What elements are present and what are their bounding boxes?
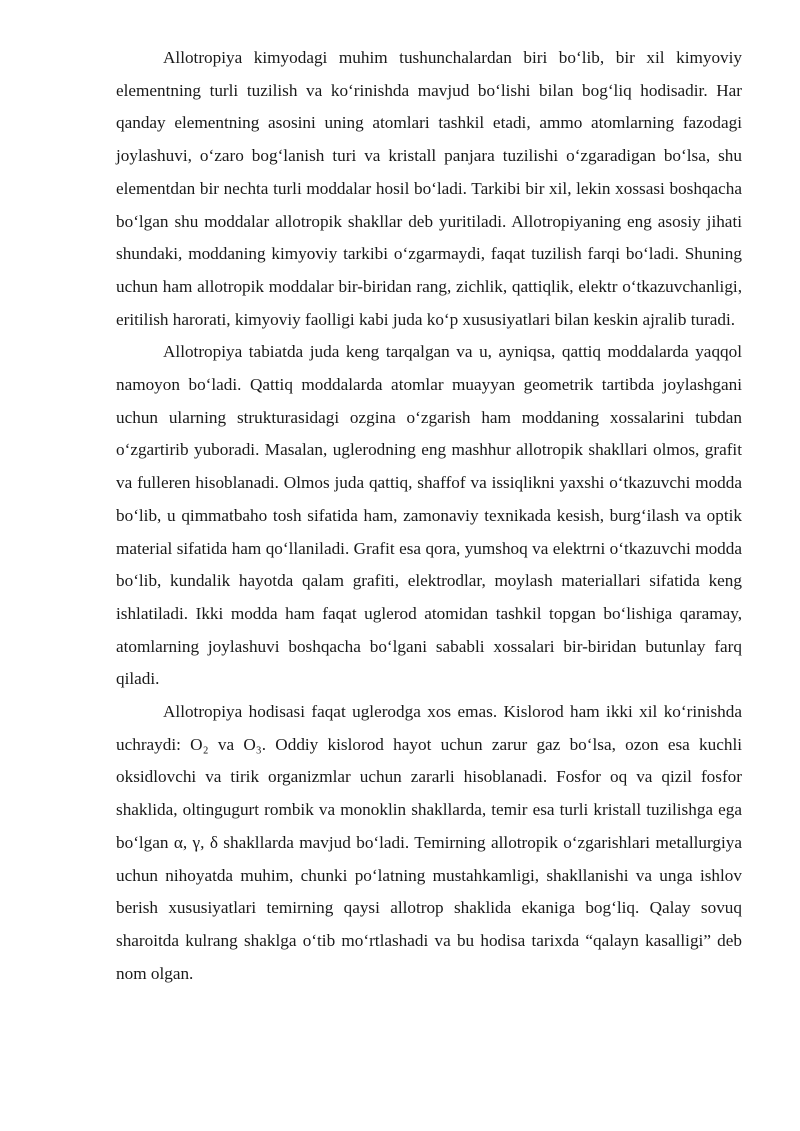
paragraph-allotropy-definition: Allotropiya kimyodagi muhim tushunchalardan biri bo‘lib, bir xil kimyoviy elementning turli tuzilish va ko‘rinishda mavjud bo‘lishi bilan bog‘liq hodisadir. Har qanday elementning asosini uning atomlari tashkil etadi, ammo atomlarning fazodagi joylashuvi, o‘zaro bog‘lanish turi va kristall panjara tuzilishi o‘zgaradigan bo‘lsa, shu elementdan bir nechta turli moddalar hosil bo‘ladi. Tarkibi bir xil, lekin xossasi boshqacha bo‘lgan shu moddalar allotropik shakllar deb yuritiladi. Allotropiyaning eng asosiy jihati shundaki, moddaning kimyoviy tarkibi o‘zgarmaydi, faqat tuzilish farqi bo‘ladi. Shuning uchun ham allotropik moddalar bir-biridan rang, zichlik, qattiqlik, elektr o‘tkazuvchanligi, eritilish harorati, kimyoviy faolligi kabi juda ko‘p xususiyatlari bilan keskin ajralib turadi. [116, 48, 742, 329]
document-page [116, 42, 742, 990]
paragraph-carbon-allotropes: Allotropiya tabiatda juda keng tarqalgan va u, ayniqsa, qattiq moddalarda yaqqol namoyon bo‘ladi. Qattiq moddalarda atomlar muayyan geometrik tartibda joylashgani uchun ularning strukturasidagi ozgina o‘zgarish ham moddaning xossalarini tubdan o‘zgartirib yuboradi. Masalan, uglerodning eng mashhur allotropik shakllari olmos, grafit va fulleren hisoblanadi. Olmos juda qattiq, shaffof va issiqlikni yaxshi o‘tkazuvchi modda bo‘lib, u qimmatbaho tosh sifatida ham, zamonaviy texnikada kesish, burg‘ilash va optik material sifatida ham qo‘llaniladi. Grafit esa qora, yumshoq va elektrni o‘tkazuvchi modda bo‘lib, kundalik hayotda qalam grafiti, elektrodlar, moylash materiallari sifatida keng ishlatiladi. Ikki modda ham faqat uglerod atomidan tashkil topgan bo‘lishiga qaramay, atomlarning joylashuvi boshqacha bo‘lgani sababli xossalari bir-biridan butunlay farq qiladi. [116, 342, 742, 689]
paragraph-other-elements: Allotropiya hodisasi faqat uglerodga xos emas. Kislorod ham ikki xil ko‘rinishda uchraydi: O₂ va O₃. Oddiy kislorod hayot uchun zarur gaz bo‘lsa, ozon esa kuchli oksidlovchi va tirik organizmlar uchun zararli hisoblanadi. Fosfor oq va qizil fosfor shaklida, oltingugurt rombik va monoklin shakllarda, temir esa turli kristall tuzilishga ega bo‘lgan α, γ, δ shakllarda mavjud bo‘ladi. Temirning allotropik o‘zgarishlari metallurgiya uchun nihoyatda muhim, chunki po‘latning mustahkamligi, shakllanishi va unga ishlov berish xususiyatlari temirning qaysi allotrop shaklida ekaniga bog‘liq. Qalay sovuq sharoitda kulrang shaklga o‘tib mo‘rtlashadi va bu hodisa tarixda “qalayn kasalligi” deb nom olgan. [116, 702, 742, 983]
